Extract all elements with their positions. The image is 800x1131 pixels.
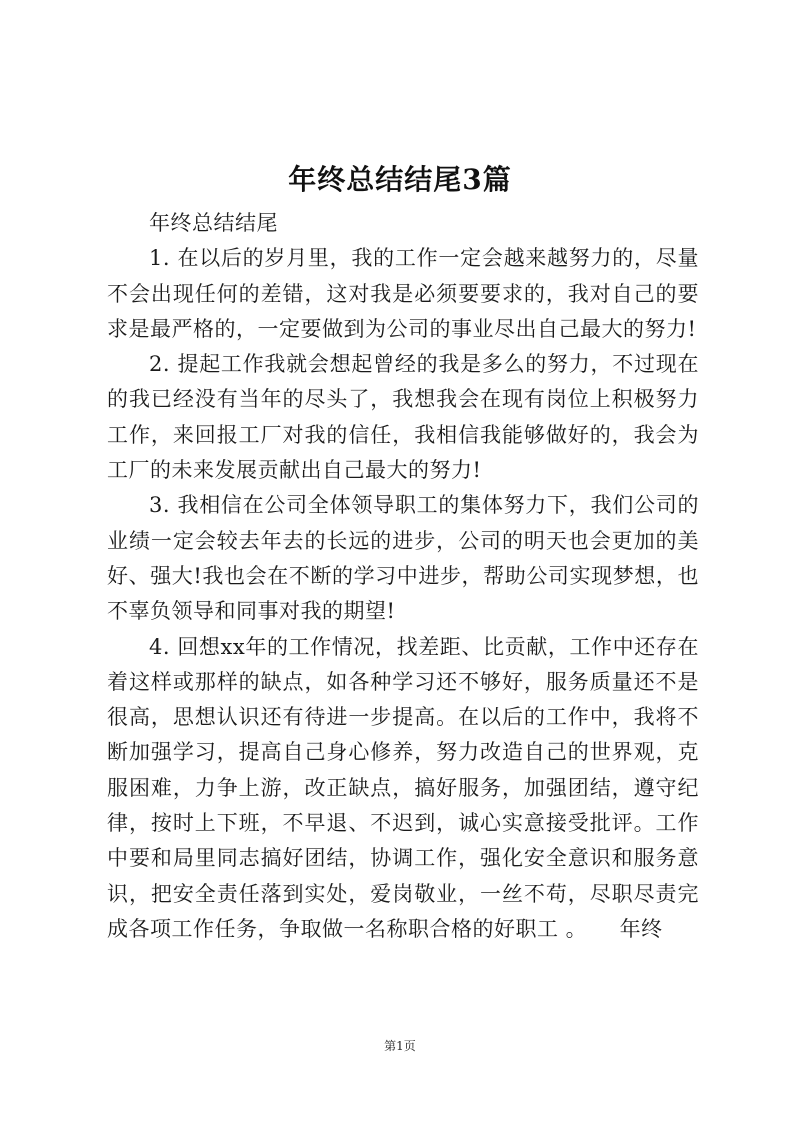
paragraph-2: 2. 提起工作我就会想起曾经的我是多么的努力，不过现在的我已经没有当年的尽头了，我想我会在现有岗位上积极努力工作，来回报工厂对我的信任，我相信我能够做好的，我会为工厂的未来发展贡献出自己最大的努力! — [107, 352, 699, 483]
paragraph-3: 3. 我相信在公司全体领导职工的集体努力下，我们公司的业绩一定会较去年去的长远的进步，公司的明天也会更加的美好、强大!我也会在不断的学习中进步，帮助公司实现梦想，也不辜负领导和同事对我的期望! — [107, 493, 699, 624]
document-body — [107, 206, 699, 947]
paragraph-4: 4. 回想xx年的工作情况，找差距、比贡献，工作中还存在着这样或那样的缺点，如各种学习还不够好，服务质量还不是很高，思想认识还有待进一步提高。在以后的工作中，我将不断加强学习，提高自己身心修养，努力改造自己的世界观，克服困难，力争上游，改正缺点，搞好服务，加强团结，遵守纪律，按时上下班，不早退、不迟到，诚心实意接受批评。工作中要和局里同志搞好团结，协调工作，强化安全意识和服务意识，把安全责任落到实处，爱岗敬业，一丝不苟，尽职尽责完成各项工作任务，争取做一名称职合格的好职工 。 年终 — [107, 634, 699, 941]
section-heading: 年终总结结尾 — [149, 211, 278, 235]
page-number: 第1页 — [384, 1039, 416, 1053]
paragraph-1: 1. 在以后的岁月里，我的工作一定会越来越努力的，尽量不会出现任何的差错，这对我是必须要要求的，我对自己的要求是最严格的，一定要做到为公司的事业尽出自己最大的努力! — [107, 246, 699, 341]
document-title: 年终总结结尾3篇 — [288, 163, 512, 196]
